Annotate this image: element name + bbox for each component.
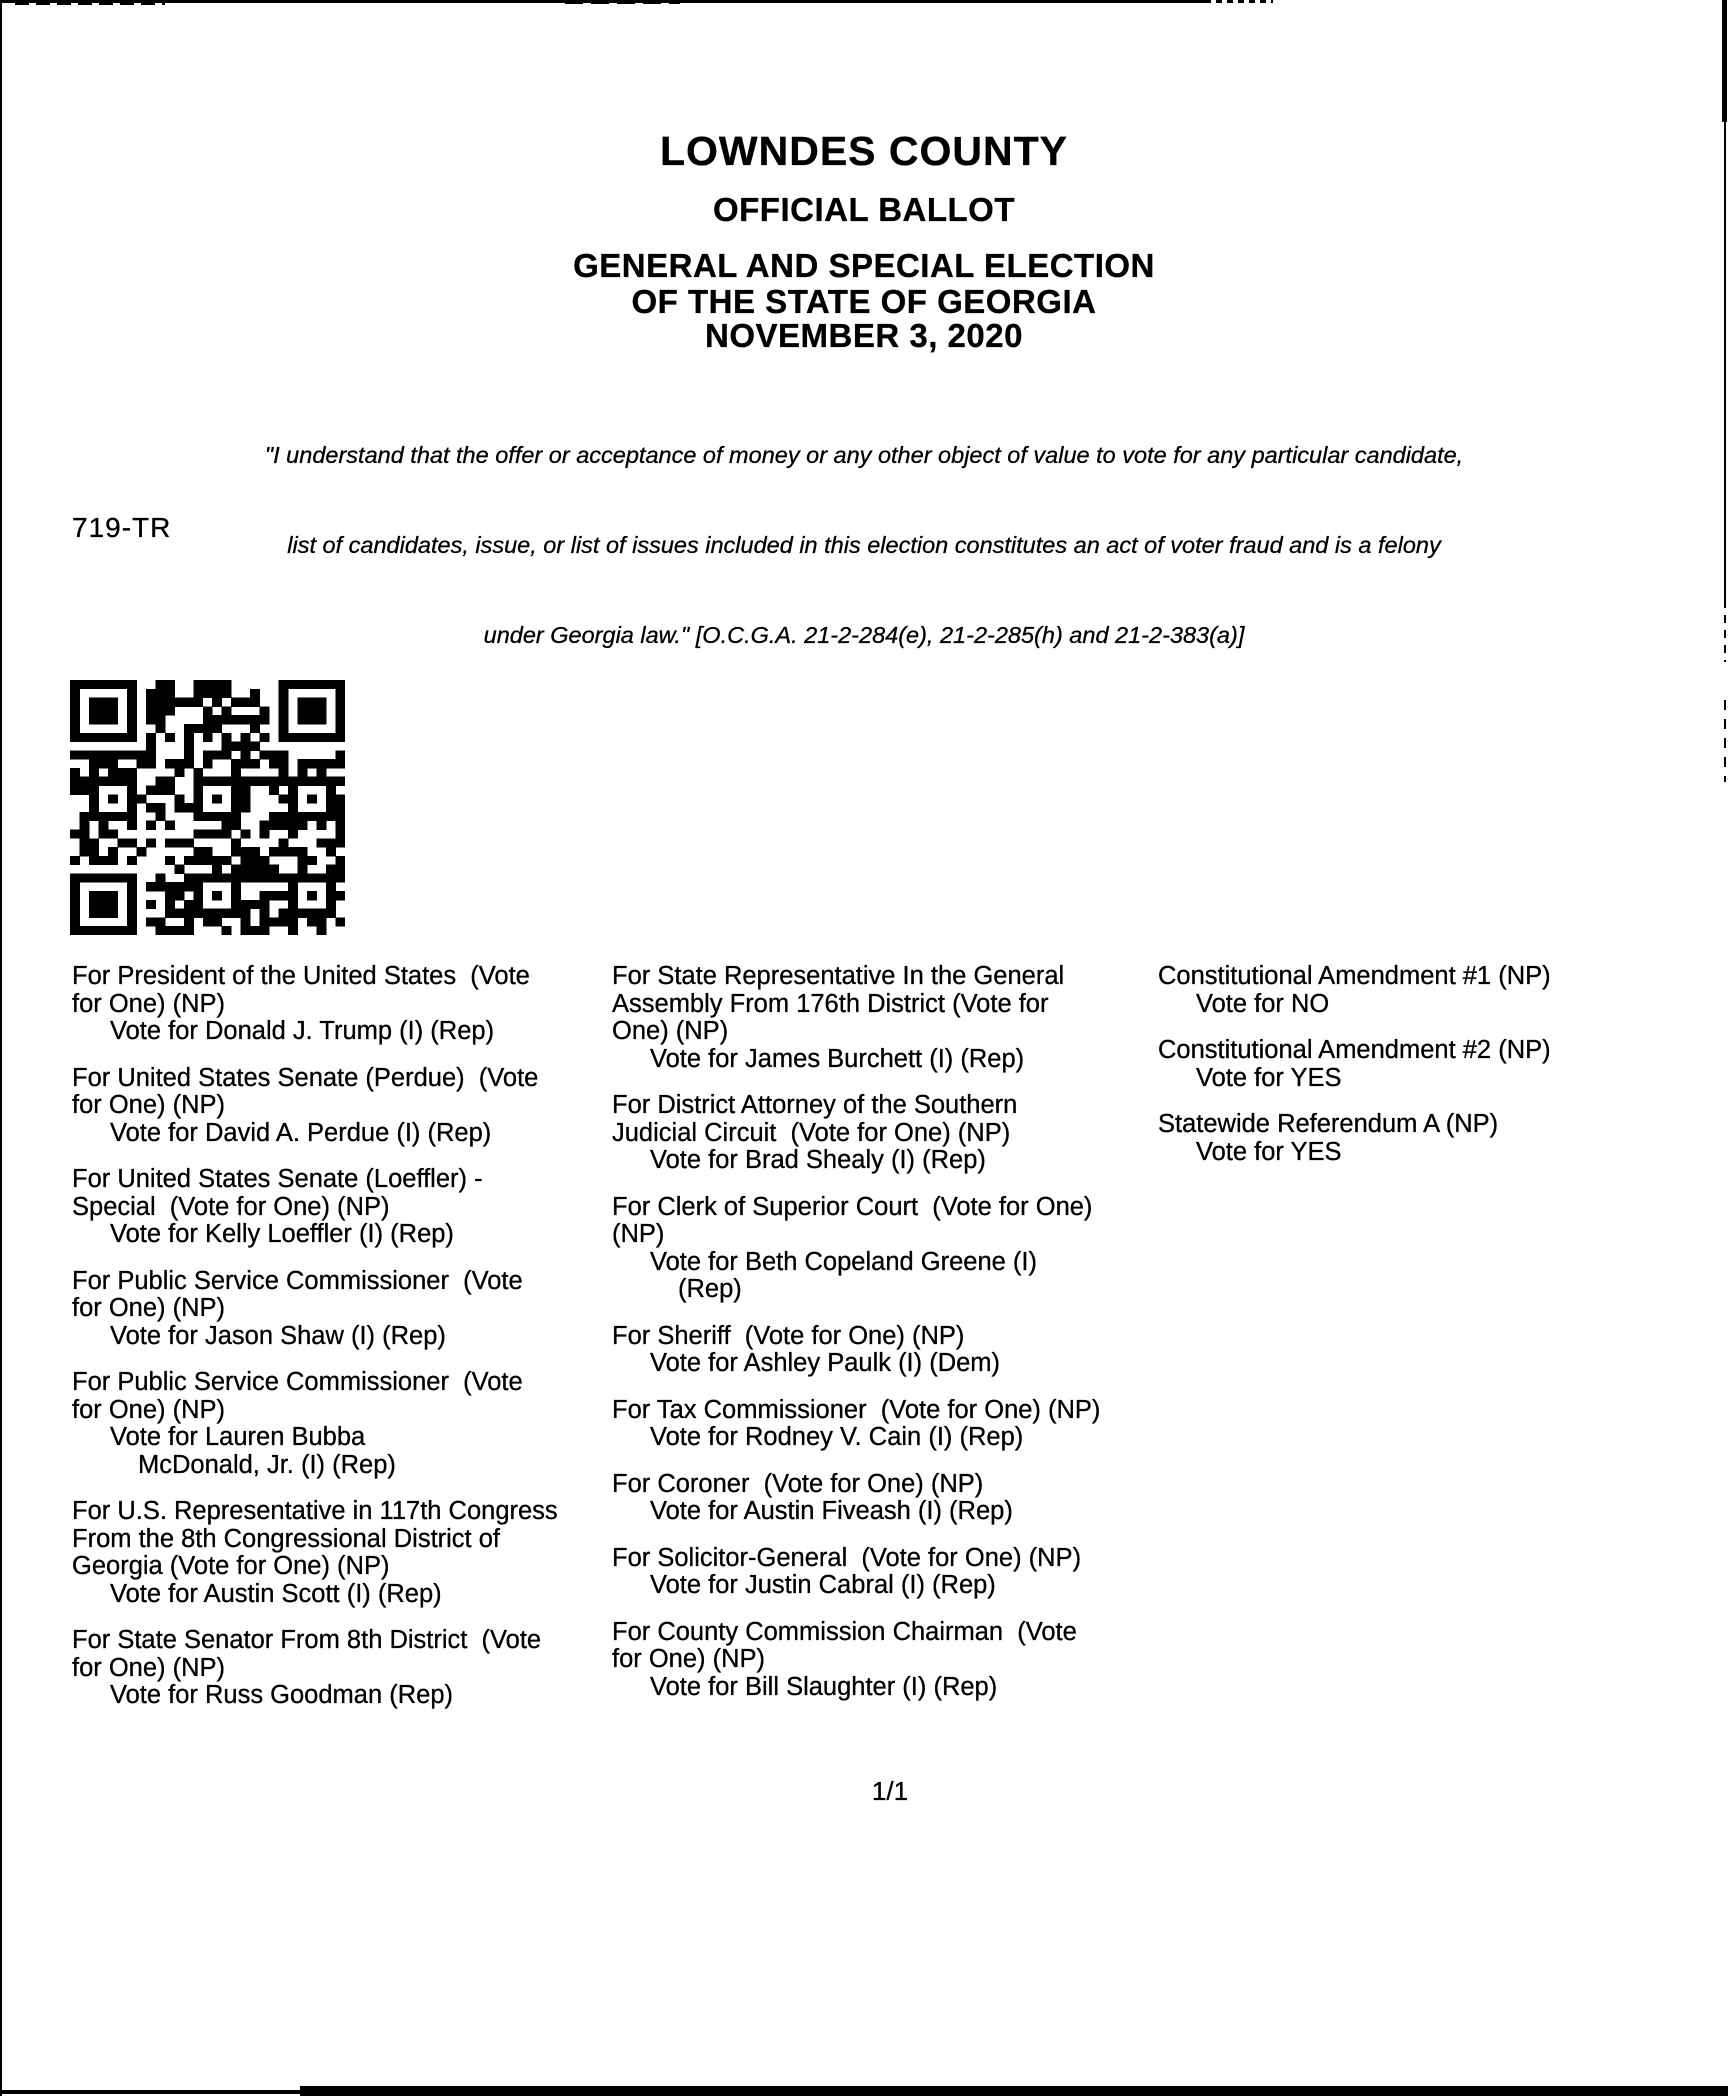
contest-block: [612, 1092, 1167, 1175]
contest-title-line: for One) (NP): [72, 1294, 226, 1322]
contest-block: [1158, 1037, 1678, 1092]
contest-title-line: Statewide Referendum A (NP): [1158, 1110, 1499, 1138]
qr-code-pattern: [70, 680, 345, 935]
contest-block: [72, 963, 617, 1046]
contest-block: [72, 1369, 617, 1479]
contest-block: [612, 1471, 1167, 1526]
vote-selection-line: Vote for Beth Copeland Greene (I): [650, 1247, 1037, 1276]
contest-title-line: for One) (NP): [72, 1395, 226, 1424]
contest-title-line: For United States Senate (Perdue) (Vote: [72, 1063, 539, 1092]
vote-selection-line: Vote for NO: [1196, 989, 1330, 1018]
election-title-line: GENERAL AND SPECIAL ELECTION: [573, 247, 1155, 284]
ballot-style-code: 719-TR: [72, 512, 172, 543]
ballot-column: [1158, 963, 1678, 1185]
contest-title-line: For Solicitor-General (Vote for One) (NP): [612, 1543, 1082, 1572]
ballot-column: [612, 963, 1167, 1720]
contest-block: [72, 1065, 617, 1148]
vote-selection-line: Vote for Lauren Bubba: [110, 1423, 366, 1451]
disclaimer-line: under Georgia law." [O.C.G.A. 21-2-284(e), 21-2-285(h) and 21-2-383(a)]: [483, 622, 1245, 648]
vote-selection-line: Vote for Austin Fiveash (I) (Rep): [650, 1497, 1013, 1525]
contest-title-line: Constitutional Amendment #1 (NP): [1158, 962, 1551, 990]
contest-block: [72, 1627, 617, 1710]
contest-block: [612, 1194, 1167, 1304]
scan-artifact-bottom-bar: [300, 2086, 1728, 2096]
contest-title-line: For U.S. Representative in 117th Congress: [72, 1497, 558, 1525]
contest-title-line: For Coroner (Vote for One) (NP): [612, 1469, 984, 1498]
contest-block: [612, 1323, 1167, 1378]
contest-title-line: for One) (NP): [72, 989, 226, 1018]
vote-selection-line: (Rep): [678, 1275, 742, 1303]
vote-selection-line: Vote for YES: [1196, 1137, 1342, 1166]
contest-block: [72, 1498, 617, 1608]
contest-title-line: For Sheriff (Vote for One) (NP): [612, 1321, 965, 1350]
contest-title-line: for One) (NP): [72, 1653, 226, 1682]
election-date: NOVEMBER 3, 2020: [705, 317, 1023, 354]
contest-block: [612, 963, 1167, 1073]
vote-selection-line: Vote for Ashley Paulk (I) (Dem): [650, 1349, 1001, 1377]
vote-selection-line: Vote for Brad Shealy (I) (Rep): [650, 1146, 986, 1174]
page-number: 1/1: [871, 1776, 909, 1806]
contest-title-line: For United States Senate (Loeffler) -: [72, 1165, 483, 1193]
scan-artifact-top-marks: [565, 0, 680, 4]
vote-selection-line: Vote for Jason Shaw (I) (Rep): [110, 1321, 446, 1350]
contest-title-line: From the 8th Congressional District of: [72, 1524, 500, 1553]
scan-artifact-top-dashes: [1205, 0, 1273, 3]
scan-artifact-top-marks: [15, 0, 165, 5]
contest-title-line: One) (NP): [612, 1017, 729, 1045]
contest-title-line: for One) (NP): [72, 1091, 226, 1119]
qr-code: [70, 680, 345, 935]
contest-block: [72, 1268, 617, 1351]
contest-title-line: For State Representative In the General: [612, 962, 1065, 990]
contest-block: [1158, 1111, 1678, 1166]
contest-title-line: For District Attorney of the Southern: [612, 1091, 1018, 1119]
contest-title-line: For Public Service Commissioner (Vote: [72, 1368, 523, 1396]
contest-title-line: Georgia (Vote for One) (NP): [72, 1552, 390, 1580]
contest-block: [612, 1397, 1167, 1452]
vote-selection-line: Vote for Rodney V. Cain (I) (Rep): [650, 1423, 1024, 1451]
contest-title-line: For Tax Commissioner (Vote for One) (NP): [612, 1395, 1101, 1424]
contest-title-line: Judicial Circuit (Vote for One) (NP): [612, 1118, 1011, 1147]
contest-title-line: for One) (NP): [612, 1645, 766, 1673]
contest-title-line: For Public Service Commissioner (Vote: [72, 1266, 523, 1295]
vote-selection-line: Vote for Donald J. Trump (I) (Rep): [110, 1017, 495, 1045]
vote-selection-line: Vote for Russ Goodman (Rep): [110, 1681, 453, 1709]
disclaimer-line: list of candidates, issue, or list of issues included in this election constitutes an act of voter fraud and is a felony: [287, 532, 1441, 558]
disclaimer-line: "I understand that the offer or acceptance of money or any other object of value to vote for any particular candidate,: [264, 442, 1464, 468]
vote-selection-line: Vote for Bill Slaughter (I) (Rep): [650, 1672, 998, 1701]
vote-selection-line: Vote for James Burchett (I) (Rep): [650, 1044, 1025, 1073]
contest-title-line: For State Senator From 8th District (Vote: [72, 1626, 542, 1654]
scan-artifact-right-edge: [1722, 0, 1727, 122]
contest-block: [72, 1166, 617, 1249]
vote-selection-line: Vote for YES: [1196, 1063, 1342, 1092]
contest-title-line: Constitutional Amendment #2 (NP): [1158, 1036, 1551, 1064]
contest-title-line: For President of the United States (Vote: [72, 962, 530, 990]
vote-selection-line: Vote for Justin Cabral (I) (Rep): [650, 1571, 996, 1599]
vote-selection-line: Vote for Kelly Loeffler (I) (Rep): [110, 1220, 454, 1248]
county-title: LOWNDES COUNTY: [659, 128, 1069, 174]
contest-block: [1158, 963, 1678, 1018]
scan-artifact-right-edge: [1724, 700, 1726, 782]
contest-block: [612, 1545, 1167, 1600]
contest-title-line: Special (Vote for One) (NP): [72, 1192, 390, 1221]
ballot-title: OFFICIAL BALLOT: [712, 191, 1016, 228]
voter-fraud-disclaimer: [40, 380, 1688, 710]
vote-selection-line: Vote for Austin Scott (I) (Rep): [110, 1579, 442, 1608]
vote-selection-line: Vote for David A. Perdue (I) (Rep): [110, 1118, 492, 1147]
contest-block: [612, 1619, 1167, 1702]
election-title-line: OF THE STATE OF GEORGIA: [631, 283, 1097, 320]
contest-title-line: For County Commission Chairman (Vote: [612, 1617, 1077, 1646]
ballot-column: [72, 963, 617, 1729]
contest-title-line: Assembly From 176th District (Vote for: [612, 989, 1049, 1018]
vote-selection-line: McDonald, Jr. (I) (Rep): [138, 1450, 396, 1479]
scan-artifact-right-edge: [1724, 600, 1726, 662]
contest-title-line: For Clerk of Superior Court (Vote for One): [612, 1192, 1093, 1221]
contest-title-line: (NP): [612, 1220, 665, 1248]
